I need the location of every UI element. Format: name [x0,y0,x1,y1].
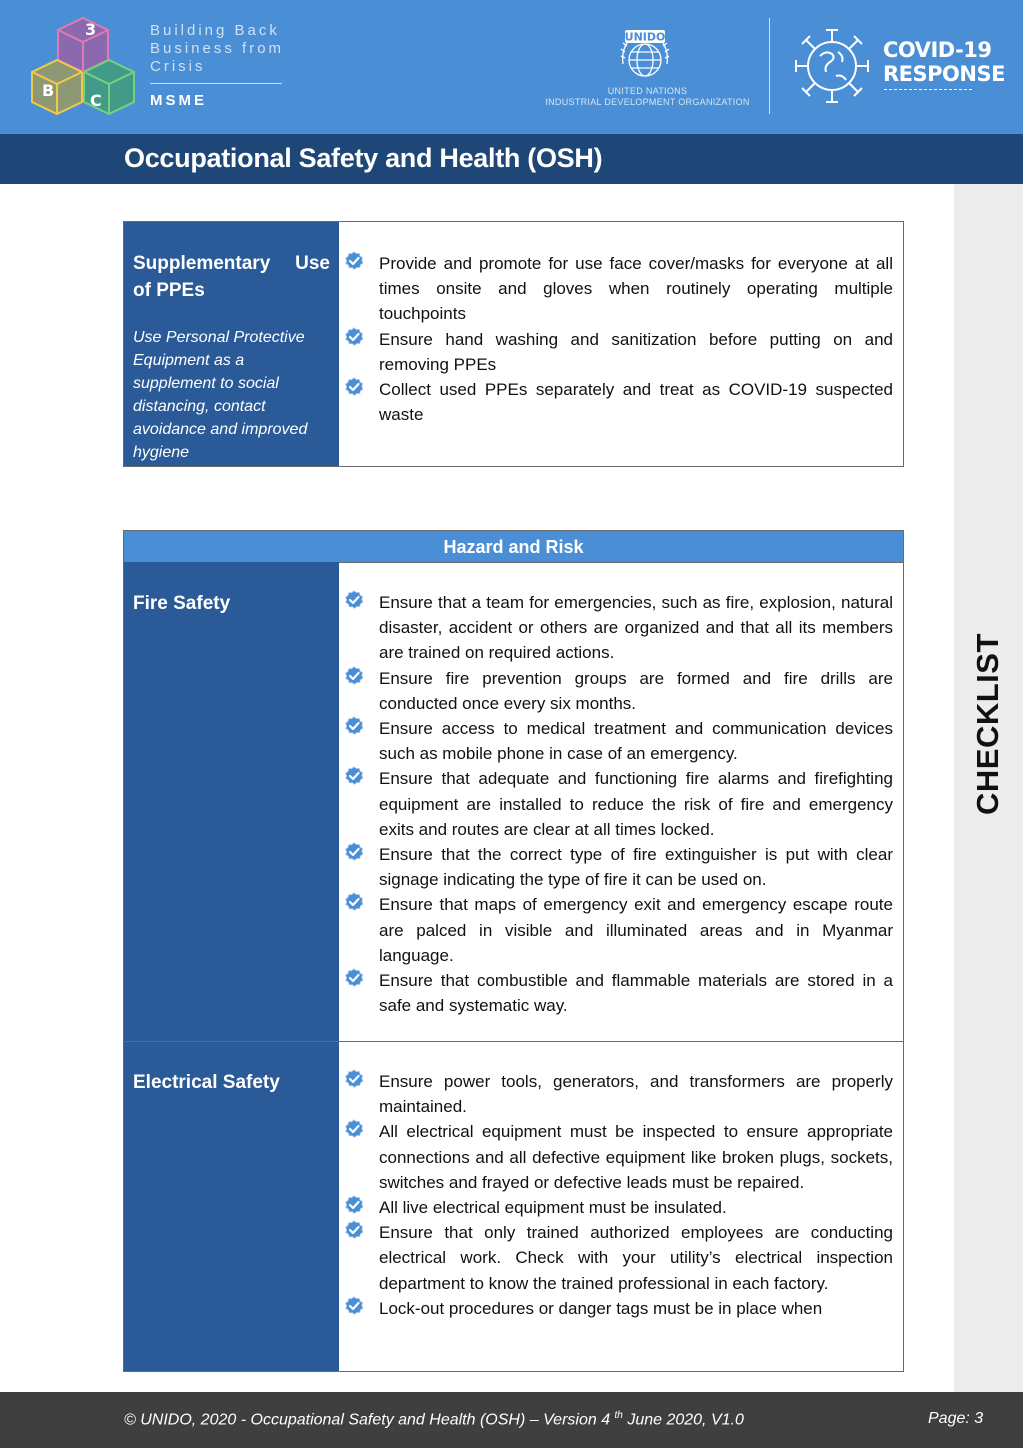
checklist-item-text: Ensure that only trained authorized employees are conducting electrical work. Check with your utility’s electrical inspection department to know the trained professional in each factory. [379,1223,893,1293]
brand-msme: MSME [150,92,207,109]
brand-line: Business from [150,40,285,57]
footer-page-number: Page: 3 [928,1410,984,1427]
footer-copyright-text: © UNIDO, 2020 - Occupational Safety and Health (OSH) – Version 4 [124,1411,615,1429]
brand-line: Building Back [150,22,280,39]
verified-check-icon [344,892,364,912]
electrical-checklist-item [379,1195,893,1220]
hazard-header: Hazard and Risk [124,531,903,563]
covid-underline [884,89,972,90]
fire-safety-row [124,562,903,1041]
electrical-safety-row [124,1042,903,1372]
fire-checklist-item [379,590,893,666]
checklist-item-text: Ensure access to medical treatment and communication devices such as mobile phone in case of an emergency. [379,719,893,764]
checklist-item-text: Ensure that adequate and functioning fire alarms and firefighting equipment are installed to reduce the risk of fire and emergency exits and routes are clear at all times locked. [379,769,893,839]
checklist-item-text: Ensure hand washing and sanitization before putting on and removing PPEs [379,329,893,374]
fire-checklist-item [379,892,893,968]
svg-text:B: B [42,81,55,100]
fire-checklist-item [379,968,893,1018]
electrical-checklist-item [379,1296,893,1321]
electrical-items-cell [339,1042,903,1372]
verified-check-icon [344,590,364,610]
checklist-item-text: Ensure fire prevention groups are formed and fire drills are conducted once every six months. [379,668,893,713]
verified-check-icon [344,842,364,862]
covid-line: COVID-19 [883,38,992,62]
verified-check-icon [344,1296,364,1316]
electrical-checklist-item [379,1069,893,1119]
header-divider [769,18,770,114]
footer-superscript: th [614,1410,623,1421]
svg-text:C: C [90,91,102,110]
verified-check-icon [344,1195,364,1215]
checklist-item-text: All electrical equipment must be inspected to ensure appropriate connections and all defective equipment like broken plugs, sockets, switches and frayed or defective leads must be repaired. [379,1122,893,1192]
title-bar [0,134,1023,184]
verified-check-icon [344,716,364,736]
ppe-checklist-item [379,251,893,327]
brand-divider [150,83,282,84]
checklist-item-text: Lock-out procedures or danger tags must be in place when [379,1298,823,1318]
verified-check-icon [344,1069,364,1089]
fire-checklist-item [379,766,893,842]
checklist-item-text: Ensure that a team for emergencies, such as fire, explosion, natural disaster, accident or others are organized and that all its members are trained on required actions. [379,593,893,663]
fire-category-cell [124,562,339,1041]
checklist-item-text: Ensure that combustible and flammable materials are stored in a safe and systematic way. [379,971,893,1016]
ppe-table [123,221,904,467]
fire-checklist [339,590,903,1018]
ppe-checklist-item [379,377,893,427]
brand-tagline [150,22,284,76]
fire-checklist-item [379,842,893,892]
electrical-category-cell [124,1042,339,1372]
verified-check-icon [344,251,364,271]
ppe-checklist [339,251,903,427]
fire-category-title: Fire Safety [133,593,231,614]
unido-emblem-icon [613,24,677,84]
checklist-item-text: Provide and promote for use face cover/masks for everyone at all times onsite and gloves when routinely operating multiple touchpoints [379,254,893,324]
page-title: Occupational Safety and Health (OSH) [124,143,603,173]
checklist-item-text: Ensure that the correct type of fire extinguisher is put with clear signage indicating the type of fire it can be used on. [379,845,893,890]
fire-items-cell [339,562,903,1041]
checklist-item-text: Ensure that maps of emergency exit and emergency escape route are palced in visible and illuminated areas and in Myanmar language. [379,895,893,965]
verified-check-icon [344,1220,364,1240]
unido-caption [520,86,775,108]
ppe-category-subtitle: Use Personal Protective Equipment as a supplement to social distancing, contact avoidance and improved hygiene [133,329,308,461]
ppe-category-title: Supplementary Use of PPEs [133,253,330,301]
checklist-side-label: CHECKLIST [970,633,1005,815]
checklist-item-text: Collect used PPEs separately and treat as COVID-19 suspected waste [379,380,893,425]
page-footer [0,1392,1023,1448]
svg-text:3: 3 [85,20,97,39]
ppe-items-cell [339,222,903,466]
electrical-category-title: Electrical Safety [133,1072,280,1093]
bbc-cubes-logo-icon [28,10,140,124]
verified-check-icon [344,327,364,347]
checklist-item-text: Ensure power tools, generators, and transformers are properly maintained. [379,1072,893,1117]
verified-check-icon [344,968,364,988]
unido-caption-line: INDUSTRIAL DEVELOPMENT ORGANIZATION [545,97,750,107]
verified-check-icon [344,666,364,686]
ppe-checklist-item [379,327,893,377]
covid-line: RESPONSE [883,62,1005,86]
unido-wordmark: UNIDO [624,30,666,44]
ppe-category-cell [124,222,339,466]
fire-checklist-item [379,666,893,716]
hazard-table [123,530,904,1372]
page-header [0,0,1023,134]
verified-check-icon [344,377,364,397]
footer-copyright-tail: June 2020, V1.0 [622,1411,744,1429]
covid-globe-icon [790,24,874,108]
covid-response-label [883,38,1005,86]
footer-copyright [124,1410,744,1429]
verified-check-icon [344,766,364,786]
verified-check-icon [344,1119,364,1139]
brand-line: Crisis [150,58,206,75]
checklist-item-text: All live electrical equipment must be insulated. [379,1198,727,1218]
electrical-checklist-item [379,1119,893,1195]
unido-caption-line: UNITED NATIONS [607,86,688,96]
fire-checklist-item [379,716,893,766]
electrical-checklist [339,1069,903,1321]
electrical-checklist-item [379,1220,893,1296]
